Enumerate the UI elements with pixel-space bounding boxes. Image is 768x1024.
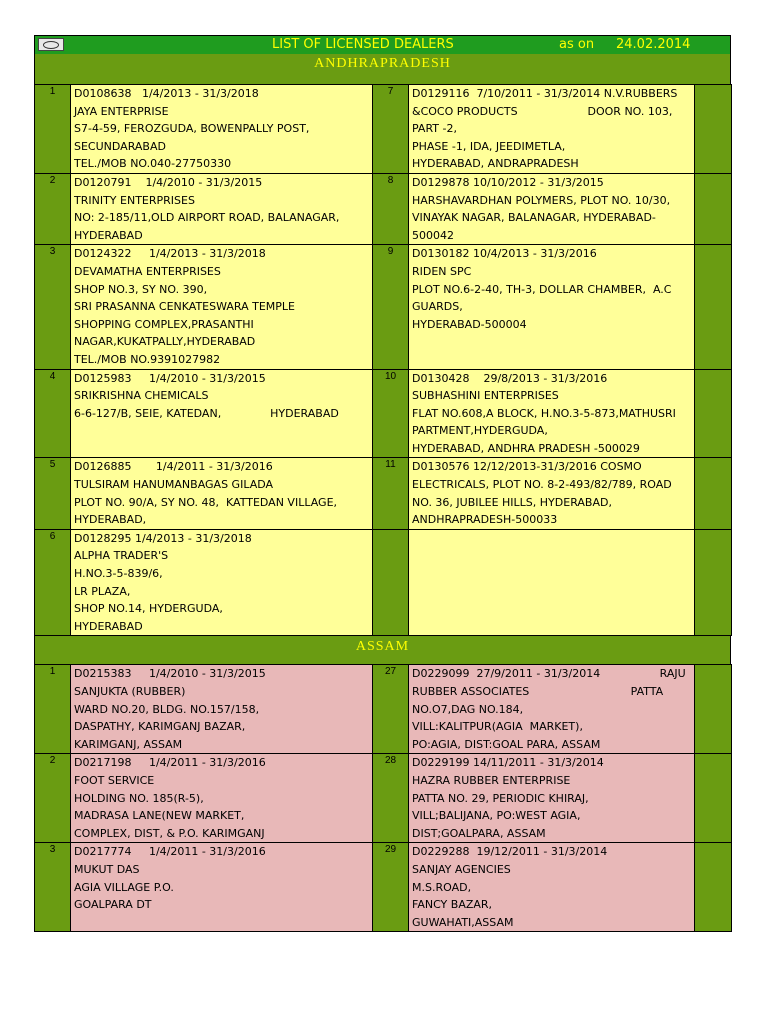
serial-number: 7 (373, 85, 409, 174)
dealer-entry-cell (71, 245, 373, 369)
title-bar (34, 35, 731, 54)
dealer-row (35, 754, 732, 843)
margin-cell (695, 754, 732, 843)
dealer-entry: D0124322 1/4/2013 - 31/3/2018 DEVAMATHA ENTERPRISES SHOP NO.3, SY NO. 390, SRI PRASANNA CENKATESWARA TEMPLE SHOPPING COMPLEX,PRASANTHI NAGAR,KUKATPALLY,HYDERABAD TEL./MOB NO.9391027982 (74, 247, 296, 366)
dealer-entry: D0125983 1/4/2010 - 31/3/2015 SRIKRISHNA CHEMICALS 6-6-127/B, SEIE, KATEDAN, HYDERABAD (74, 371, 339, 420)
dealer-entry: D0229288 19/12/2011 - 31/3/2014 SANJAY AGENCIES M.S.ROAD, FANCY BAZAR, GUWAHATI,ASSAM (412, 845, 608, 929)
margin-cell (695, 369, 732, 458)
dealer-entry-cell (71, 843, 373, 932)
dealer-entry-cell (409, 754, 695, 843)
serial-number: 10 (373, 369, 409, 458)
dealer-entry-cell (409, 458, 695, 529)
dealer-list-sheet (34, 35, 731, 932)
serial-number: 2 (35, 754, 71, 843)
dealer-entry-cell (409, 85, 695, 174)
dealer-entry-cell (71, 369, 373, 458)
assam-dealer-table (34, 664, 732, 932)
andhra-dealer-table (34, 84, 732, 636)
dealer-entry-cell (71, 173, 373, 244)
serial-number: 8 (373, 173, 409, 244)
margin-cell (695, 458, 732, 529)
dealer-entry: D0129878 10/10/2012 - 31/3/2015 HARSHAVARDHAN POLYMERS, PLOT NO. 10/30, VINAYAK NAGAR, BALANAGAR, HYDERABAD- 500042 (412, 175, 671, 242)
dealer-entry-cell (409, 369, 695, 458)
margin-cell (695, 173, 732, 244)
dealer-entry: D0217774 1/4/2011 - 31/3/2016 MUKUT DAS AGIA VILLAGE P.O. GOALPARA DT (74, 845, 266, 912)
margin-cell (695, 529, 732, 636)
page-title: LIST OF LICENSED DEALERS (272, 37, 454, 52)
dealer-entry-cell (409, 665, 695, 754)
serial-number: 6 (35, 529, 71, 636)
dealer-entry: D0126885 1/4/2011 - 31/3/2016 TULSIRAM HANUMANBAGAS GILADA PLOT NO. 90/A, SY NO. 48, KATTEDAN VILLAGE, HYDERABAD, (74, 460, 338, 527)
dealer-row (35, 665, 732, 754)
serial-number: 9 (373, 245, 409, 369)
dealer-entry-cell (409, 843, 695, 932)
margin-cell (695, 245, 732, 369)
dealer-entry: D0215383 1/4/2010 - 31/3/2015 SANJUKTA (RUBBER) WARD NO.20, BLDG. NO.157/158, DASPATHY, KARIMGANJ BAZAR, KARIMGANJ, ASSAM (74, 667, 266, 751)
dealer-row (35, 529, 732, 636)
serial-number: 11 (373, 458, 409, 529)
dealer-entry: D0217198 1/4/2011 - 31/3/2016 FOOT SERVICE HOLDING NO. 185(R-5), MADRASA LANE(NEW MARKET, COMPLEX, DIST, & P.O. KARIMGANJ (74, 756, 266, 840)
margin-cell (695, 843, 732, 932)
dealer-row (35, 369, 732, 458)
dealer-entry: D0129116 7/10/2011 - 31/3/2014 N.V.RUBBERS &COCO PRODUCTS DOOR NO. 103, PART -2, PHASE -1, IDA, JEEDIMETLA, HYDERABAD, ANDRAPRADESH (412, 87, 678, 171)
dealer-entry: D0229099 27/9/2011 - 31/3/2014 RAJU RUBBER ASSOCIATES PATTA NO.O7,DAG NO.184, VILL:KALITPUR(AGIA MARKET), PO:AGIA, DIST:GOAL PARA, ASSAM (412, 667, 686, 751)
serial-number: 2 (35, 173, 71, 244)
dealer-row (35, 85, 732, 174)
serial-number: 1 (35, 85, 71, 174)
dealer-row (35, 173, 732, 244)
as-on-label: as on (559, 37, 595, 52)
logo-icon (38, 38, 64, 51)
section-heading-andhrapradesh: ANDHRAPRADESH (34, 54, 731, 74)
serial-number: 27 (373, 665, 409, 754)
serial-number: 5 (35, 458, 71, 529)
dealer-entry: D0130428 29/8/2013 - 31/3/2016 SUBHASHINI ENTERPRISES FLAT NO.608,A BLOCK, H.NO.3-5-873,MATHUSRI PARTMENT,HYDERGUDA, HYDERABAD, ANDHRA PRADESH -500029 (412, 371, 676, 455)
dealer-entry-cell (71, 754, 373, 843)
dealer-entry: D0120791 1/4/2010 - 31/3/2015 TRINITY ENTERPRISES NO: 2-185/11,OLD AIRPORT ROAD, BALANAGAR, HYDERABAD (74, 175, 340, 242)
as-on-date: 24.02.2014 (616, 37, 691, 52)
dealer-entry-cell (409, 173, 695, 244)
dealer-entry: D0108638 1/4/2013 - 31/3/2018 JAYA ENTERPRISE S7-4-59, FEROZGUDA, BOWENPALLY POST, SECUNDARABAD TEL./MOB NO.040-27750330 (74, 87, 310, 171)
dealer-entry: D0130182 10/4/2013 - 31/3/2016 RIDEN SPC PLOT NO.6-2-40, TH-3, DOLLAR CHAMBER, A.C GUARDS, HYDERABAD-500004 (412, 247, 672, 331)
dealer-entry-cell (71, 85, 373, 174)
serial-number: 29 (373, 843, 409, 932)
dealer-entry-cell (71, 529, 373, 636)
dealer-entry-cell (71, 665, 373, 754)
margin-cell (695, 665, 732, 754)
dealer-row (35, 458, 732, 529)
dealer-entry-cell (409, 245, 695, 369)
serial-number: 1 (35, 665, 71, 754)
dealer-entry: D0229199 14/11/2011 - 31/3/2014 HAZRA RUBBER ENTERPRISE PATTA NO. 29, PERIODIC KHIRAJ, VILL;BALIJANA, PO:WEST AGIA, DIST;GOALPARA, ASSAM (412, 756, 604, 840)
section-heading-assam: ASSAM (34, 636, 731, 658)
dealer-row (35, 245, 732, 369)
section-spacer (34, 74, 731, 84)
dealer-entry: D0128295 1/4/2013 - 31/3/2018 ALPHA TRADER'S H.NO.3-5-839/6, LR PLAZA, SHOP NO.14, HYDERGUDA, HYDERABAD (74, 531, 252, 633)
dealer-entry-cell (71, 458, 373, 529)
dealer-row (35, 843, 732, 932)
serial-number (373, 529, 409, 636)
margin-cell (695, 85, 732, 174)
serial-number: 28 (373, 754, 409, 843)
dealer-entry: D0130576 12/12/2013-31/3/2016 COSMO ELECTRICALS, PLOT NO. 8-2-493/82/789, ROAD NO. 36, JUBILEE HILLS, HYDERABAD, ANDHRAPRADESH-500033 (412, 460, 672, 527)
serial-number: 3 (35, 245, 71, 369)
serial-number: 4 (35, 369, 71, 458)
serial-number: 3 (35, 843, 71, 932)
dealer-entry-cell (409, 529, 695, 636)
